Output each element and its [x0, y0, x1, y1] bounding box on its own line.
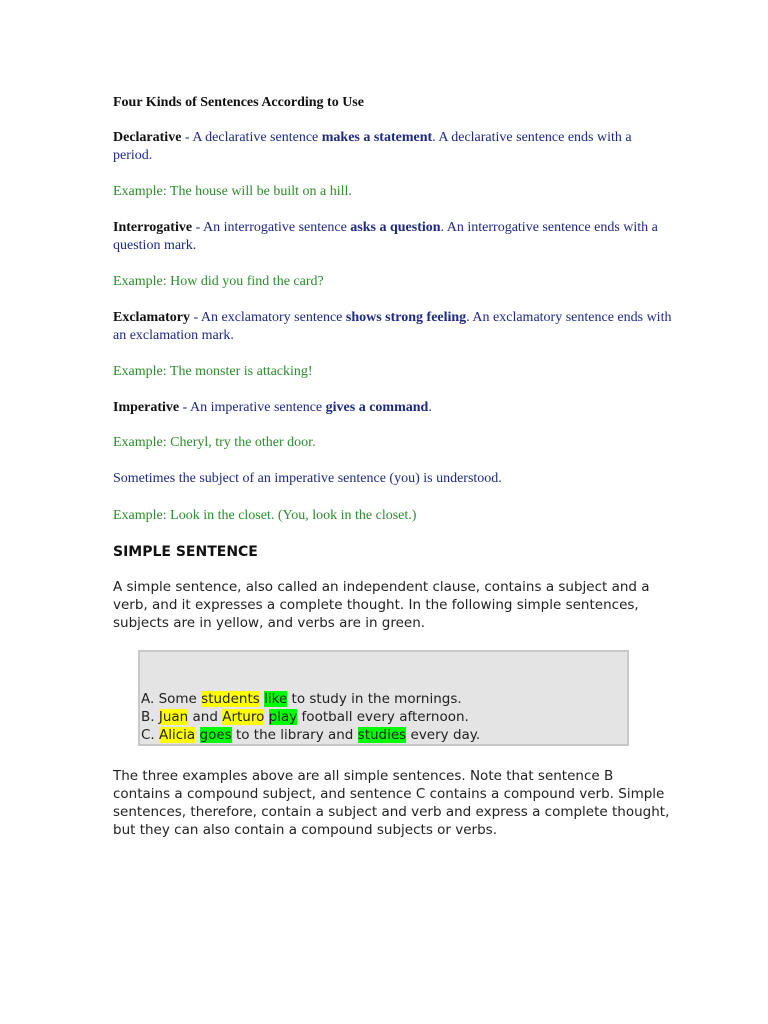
verb-highlight: like	[264, 691, 288, 707]
exclamatory-term: Exclamatory	[113, 310, 190, 325]
verb-highlight: studies	[357, 727, 407, 743]
section-heading: SIMPLE SENTENCE	[113, 544, 258, 560]
subject-highlight: Alicia	[159, 727, 196, 743]
example-b: B. Juan and Arturo play football every afternoon.	[141, 709, 469, 725]
interrogative-key-phrase: asks a question	[350, 220, 441, 235]
imperative-term: Imperative	[113, 400, 180, 415]
imperative-key-phrase: gives a command	[325, 400, 429, 415]
exclamatory-key-phrase: shows strong feeling	[345, 310, 467, 325]
verb-highlight: play	[268, 709, 298, 725]
simple-sentence-intro: A simple sentence, also called an independent clause, contains a subject and a verb, and it expresses a complete thought. In the following simple sentences, subjects are in yellow, and verbs are in green.	[113, 579, 650, 631]
imperative-example: Example: Cheryl, try the other door.	[113, 435, 316, 450]
example-a: A. Some students like to study in the mornings.	[141, 691, 462, 707]
examples-list	[140, 690, 480, 744]
imperative-note: Sometimes the subject of an imperative sentence (you) is understood.	[113, 471, 502, 486]
subject-highlight: Juan	[158, 709, 189, 725]
subject-highlight: students	[201, 691, 260, 707]
imperative-definition: Imperative - An imperative sentence gives a command.	[113, 400, 432, 415]
simple-sentence-conclusion: The three examples above are all simple sentences. Note that sentence B contains a compound subject, and sentence C contains a compound verb. Simple sentences, therefore, contain a subject and verb and express a complete thought, but they can also contain a compound subjects or verbs.	[113, 768, 670, 838]
interrogative-definition: Interrogative - An interrogative sentence asks a question. An interrogative sentence ends with a question mark.	[113, 220, 658, 253]
verb-highlight: goes	[199, 727, 232, 743]
exclamatory-definition: Exclamatory - An exclamatory sentence shows strong feeling. An exclamatory sentence ends with an exclamation mark.	[113, 310, 672, 343]
declarative-term: Declarative	[113, 130, 182, 145]
example-c: C. Alicia goes to the library and studies every day.	[141, 727, 481, 743]
examples-box	[138, 650, 629, 746]
interrogative-term: Interrogative	[113, 220, 193, 235]
subject-highlight: Arturo	[222, 709, 265, 725]
imperative-example-2: Example: Look in the closet. (You, look in the closet.)	[113, 508, 417, 523]
exclamatory-example: Example: The monster is attacking!	[113, 364, 313, 379]
declarative-example: Example: The house will be built on a hill.	[113, 184, 352, 199]
interrogative-example: Example: How did you find the card?	[113, 274, 324, 289]
page-title: Four Kinds of Sentences According to Use	[113, 95, 364, 110]
declarative-key-phrase: makes a statement	[321, 130, 433, 145]
declarative-definition: Declarative - A declarative sentence makes a statement. A declarative sentence ends with a period.	[113, 130, 632, 163]
